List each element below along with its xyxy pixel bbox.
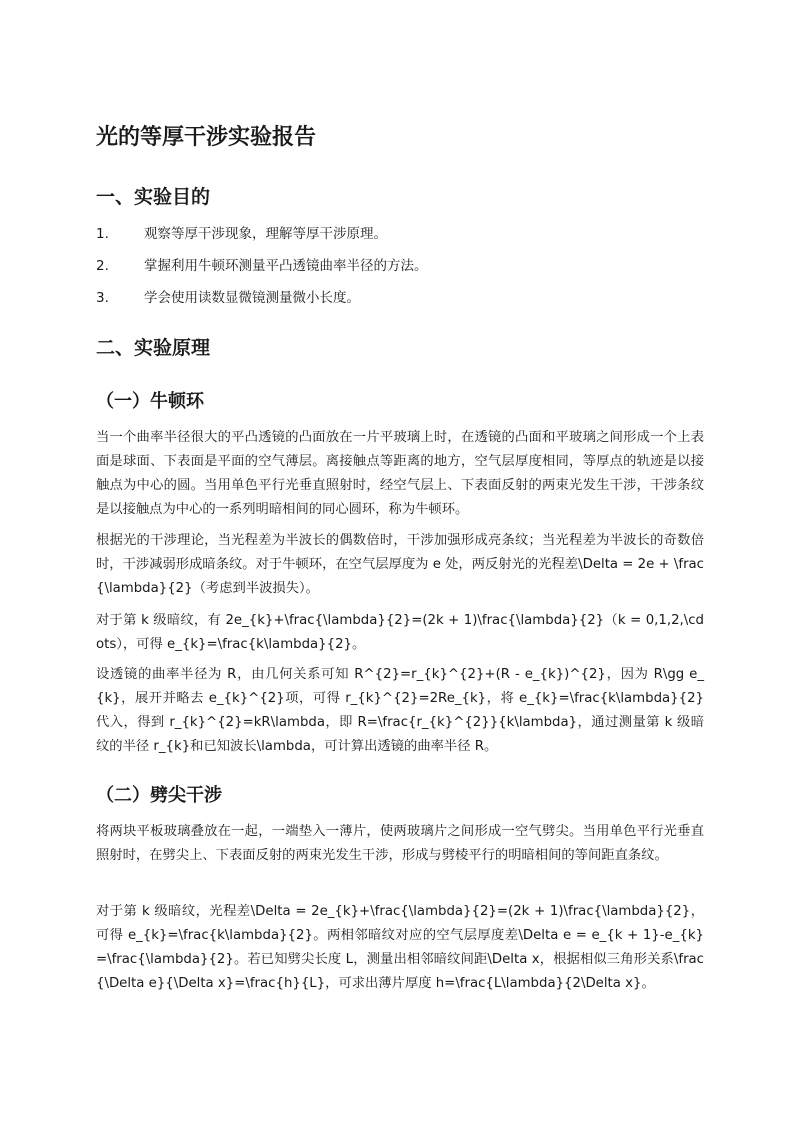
paragraph: 当一个曲率半径很大的平凸透镜的凸面放在一片平玻璃上时，在透镜的凸面和平玻璃之间形成一个上表面是球面、下表面是平面的空气薄层。离接触点等距离的地方，空气层厚度相同，等厚点的轨迹是以接触点为中心的圆。当用单色平行光垂直照射时，经空气层上、下表面反射的两束光发生干涉，干涉条纹是以接触点为中心的一系列明暗相间的同心圆环，称为牛顿环。 — [96, 430, 704, 517]
subsection-heading-wedge-interference: （二）劈尖干涉 — [96, 785, 222, 806]
paragraph: 将两块平板玻璃叠放在一起，一端垫入一薄片，使两玻璃片之间形成一空气劈尖。当用单色平行光垂直照射时，在劈尖上、下表面反射的两束光发生干涉，形成与劈棱平行的明暗相间的等间距直条纹。 — [96, 824, 704, 863]
section-heading-principles: 二、实验原理 — [96, 337, 211, 359]
list-number: 1. — [96, 226, 109, 242]
subsection-heading-newton-rings: （一）牛顿环 — [96, 391, 204, 412]
list-item — [96, 224, 704, 244]
list-item — [96, 256, 704, 276]
section-heading-objectives: 一、实验目的 — [96, 186, 211, 208]
list-number: 2. — [96, 258, 109, 274]
paragraph: 设透镜的曲率半径为 R，由几何关系可知 R^{2}=r_{k}^{2}+(R - e_{k})^{2}，因为 R\gg e_{k}，展开并略去 e_{k}^{2}项，可得 r_{k}^{2}=2Re_{k}，将 e_{k}=\frac{k\lambda}{2}代入，得到 r_{k}^{2}=kR\lambda，即 R=\frac{r_{k}^{2}}{k\lambda}，通过测量第 k 级暗纹的半径 r_{k}和已知波长\lambda，可计算出透镜的曲率半径 R。 — [96, 667, 704, 754]
list-text: 学会使用读数显微镜测量微小长度。 — [144, 290, 360, 306]
list-number: 3. — [96, 290, 109, 306]
paragraph: 根据光的干涉理论，当光程差为半波长的偶数倍时，干涉加强形成亮条纹；当光程差为半波长的奇数倍时，干涉减弱形成暗条纹。对于牛顿环，在空气层厚度为 e 处，两反射光的光程差\Delta = 2e + \frac{\lambda}{2}（考虑到半波损失）。 — [96, 533, 704, 596]
paragraph: 对于第 k 级暗纹，光程差\Delta = 2e_{k}+\frac{\lambda}{2}=(2k + 1)\frac{\lambda}{2}，可得 e_{k}=\frac{k\lambda}{2}。两相邻暗纹对应的空气层厚度差\Delta e = e_{k + 1}-e_{k}=\frac{\lambda}{2}。若已知劈尖长度 L，测量出相邻暗纹间距\Delta x，根据相似三角形关系\frac{\Delta e}{\Delta x}=\frac{h}{L}，可求出薄片厚度 h=\frac{L\lambda}{2\Delta x}。 — [96, 904, 704, 991]
list-text: 掌握利用牛顿环测量平凸透镜曲率半径的方法。 — [144, 258, 428, 274]
list-text: 观察等厚干涉现象，理解等厚干涉原理。 — [144, 226, 387, 242]
report-title: 光的等厚干涉实验报告 — [96, 125, 317, 150]
paragraph: 对于第 k 级暗纹，有 2e_{k}+\frac{\lambda}{2}=(2k + 1)\frac{\lambda}{2}（k = 0,1,2,\cdots），可得 e_{k}=\frac{k\lambda}{2}。 — [96, 613, 704, 652]
list-item — [96, 288, 704, 308]
